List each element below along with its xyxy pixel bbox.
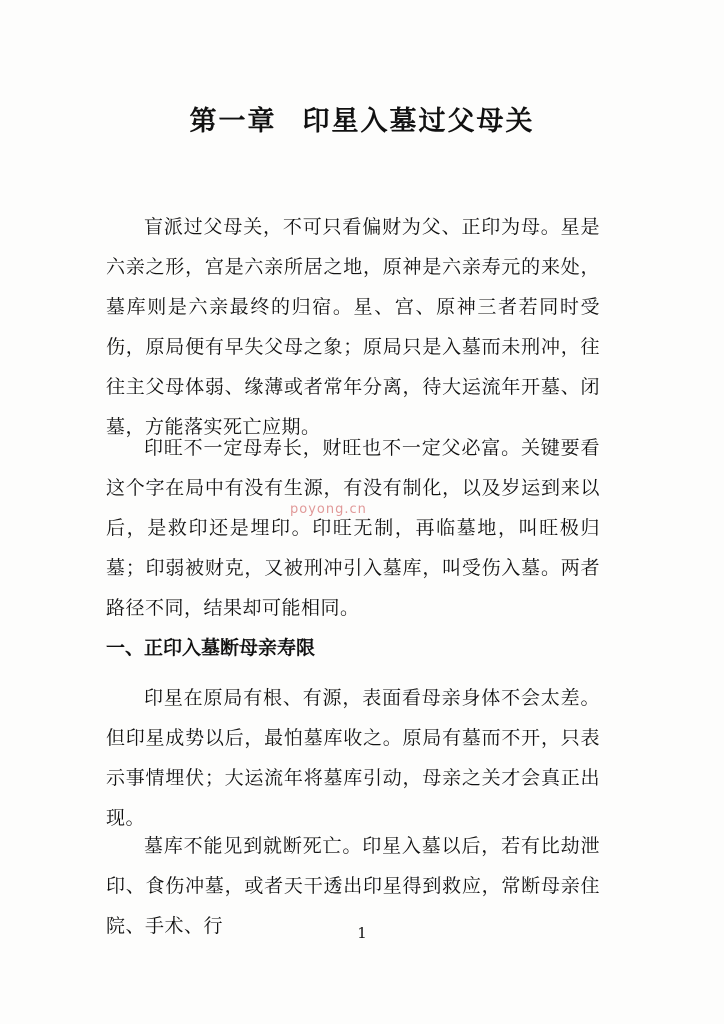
paragraph-1: 盲派过父母关，不可只看偏财为父、正印为母。星是六亲之形，宫是六亲所居之地，原神是六亲寿元的来处，墓库则是六亲最终的归宿。星、宫、原神三者若同时受伤，原局便有早失父母之象；原局只是入墓而未刑冲，往往主父母体弱、缘薄或者常年分离，待大运流年开墓、闭墓，方能落实死亡应期。 bbox=[106, 216, 600, 438]
paragraph-3: 印星在原局有根、有源，表面看母亲身体不会太差。但印星成势以后，最怕墓库收之。原局有墓而不开，只表示事情埋伏；大运流年将墓库引动，母亲之关才会真正出现。 bbox=[106, 687, 600, 829]
chapter-name: 印星入墓过父母关 bbox=[302, 106, 535, 137]
watermark-text: poyong.cn bbox=[290, 502, 367, 517]
chapter-title bbox=[0, 102, 724, 142]
paragraph-4: 墓库不能见到就断死亡。印星入墓以后，若有比劫泄印、食伤冲墓，或者天干透出印星得到救应，常断母亲住院、手术、行 bbox=[106, 835, 600, 937]
page-number: 1 bbox=[357, 924, 367, 942]
chapter-number: 第一章 bbox=[189, 106, 277, 137]
paragraph-2: 印旺不一定母寿长，财旺也不一定父必富。关键要看这个字在局中有没有生源，有没有制化，以及岁运到来以后，是救印还是埋印。印旺无制，再临墓地，叫旺极归墓；印弱被财克，又被刑冲引入墓库，叫受伤入墓。两者路径不同，结果却可能相同。 bbox=[106, 437, 600, 619]
section-heading: 一、正印入墓断母亲寿限 bbox=[106, 637, 316, 659]
